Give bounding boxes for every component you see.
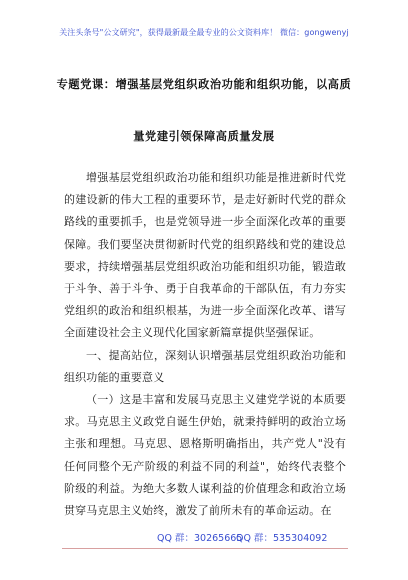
title-line-2: 量党建引领保障高质量发展 — [133, 130, 275, 143]
footer-divider — [62, 548, 348, 549]
document-body — [64, 167, 346, 522]
footer-qq-group-2: QQ 群：535304092 — [236, 533, 328, 544]
section-heading: 一、提高站位，深刻认识增强基层党组织政治功能和组织功能的重要意义 — [64, 348, 346, 384]
header-note: 关注头条号"公文研究"，获得最新最全最专业的公文资料库！ 微信：gongwenyj — [59, 28, 349, 37]
title-line-1: 专题党课：增强基层党组织政治功能和组织功能，以高质 — [56, 78, 352, 91]
footer-qq-group-1: QQ 群：30265665 — [157, 533, 243, 544]
paragraph-intro: 增强基层党组织政治功能和组织功能是推进新时代党的建设新的伟大工程的重要环节，是走好新时代党的群众路线的重要抓手，也是党领导进一步全面深化改革的重要保障。我们要坚决贯彻新时代党的组织路线和党的建设总要求，持续增强基层党组织政治功能和组织功能，锻造敢于斗争、善于斗争、勇于自我革命的干部队伍，有力夯实党组织的政治和组织根基，为进一步全面深化改革、谱写全面建设社会主义现代化国家新篇章提供坚强保证。 — [64, 171, 346, 340]
paragraph-point-1: （一）这是丰富和发展马克思主义建党学说的本质要求。马克思主义政党自诞生伊始，就秉持鲜明的政治立场主张和理想。马克思、恩格斯明确指出，共产党人"没有任何同整个无产阶级的利益不同的利益"，始终代表整个阶级的利益。为绝大多数人谋利益的价值理念和政治立场贯穿马克思主义始终，激发了前所未有的革命运动。在 — [64, 393, 346, 518]
